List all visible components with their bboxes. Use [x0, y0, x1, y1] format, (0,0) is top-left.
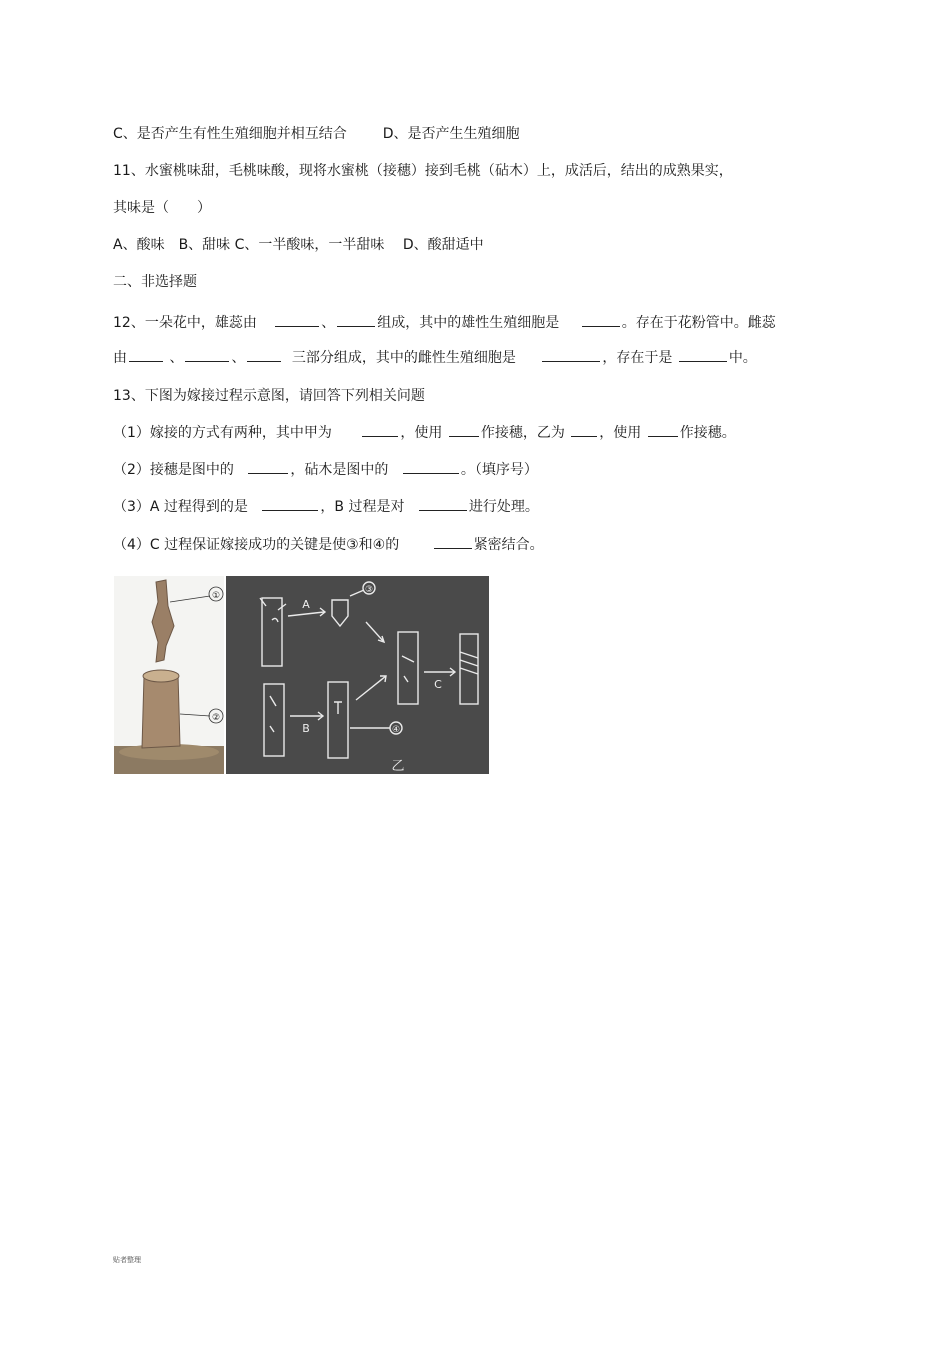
- question-12-line-2: 由 、 、 三部分组成，其中的雌性生殖细胞是 ，存在于是 中。: [113, 347, 757, 368]
- question-11-options: A、酸味 B、甜味 C、一半酸味，一半甜味 D、酸甜适中: [113, 237, 484, 253]
- figure-caption-yi: 乙: [391, 759, 405, 774]
- grafting-figure-left: [114, 576, 224, 774]
- label-b: B: [302, 722, 310, 735]
- answer-blank[interactable]: [262, 496, 318, 511]
- answer-blank[interactable]: [571, 422, 597, 437]
- question-12-line-1: 12、一朵花中，雄蕊由 、 组成，其中的雄性生殖细胞是 。存在于花粉管中。雌蕊: [113, 312, 776, 333]
- answer-blank[interactable]: [185, 347, 229, 362]
- question-11-stem: 11、水蜜桃味甜，毛桃味酸，现将水蜜桃（接穗）接到毛桃（砧木）上，成活后，结出的成熟果实，: [113, 163, 733, 179]
- answer-blank[interactable]: [362, 422, 398, 437]
- answer-blank[interactable]: [248, 459, 288, 474]
- label-1: ①: [211, 591, 221, 601]
- option-c: C、是否产生有性生殖细胞并相互结合: [113, 126, 347, 142]
- answer-blank[interactable]: [419, 496, 467, 511]
- answer-blank[interactable]: [648, 422, 678, 437]
- section-heading: 二、非选择题: [113, 274, 197, 290]
- answer-blank[interactable]: [582, 312, 620, 327]
- label-4: ④: [391, 725, 401, 735]
- answer-blank[interactable]: [403, 459, 459, 474]
- question-13-part-1: （1）嫁接的方式有两种，其中甲为 ，使用 作接穗，乙为 ，使用 作接穗。: [113, 422, 736, 443]
- answer-blank[interactable]: [275, 312, 319, 327]
- grafting-figure-right: [226, 576, 489, 774]
- answer-blank[interactable]: [337, 312, 375, 327]
- answer-blank[interactable]: [679, 347, 727, 362]
- label-c: C: [434, 678, 442, 691]
- question-13-part-2: （2）接穗是图中的 ，砧木是图中的 。（填序号）: [113, 459, 538, 480]
- label-a: A: [302, 598, 310, 611]
- option-line-c-d: [113, 124, 520, 144]
- answer-blank[interactable]: [542, 347, 600, 362]
- footer-text: 贴者整理: [113, 1256, 141, 1264]
- question-11-stem-cont: 其味是（ ）: [113, 200, 211, 216]
- answer-blank[interactable]: [247, 347, 281, 362]
- option-d: D、是否产生生殖细胞: [382, 126, 520, 142]
- question-13-stem: 13、下图为嫁接过程示意图，请回答下列相关问题: [113, 388, 425, 404]
- label-2: ②: [211, 713, 221, 723]
- question-13-part-3: （3）A 过程得到的是 ，B 过程是对 进行处理。: [113, 496, 539, 517]
- label-3: ③: [364, 585, 374, 595]
- answer-blank[interactable]: [434, 534, 472, 549]
- answer-blank[interactable]: [449, 422, 479, 437]
- question-13-part-4: （4）C 过程保证嫁接成功的关键是使③和④的 紧密结合。: [113, 534, 544, 555]
- answer-blank[interactable]: [129, 347, 163, 362]
